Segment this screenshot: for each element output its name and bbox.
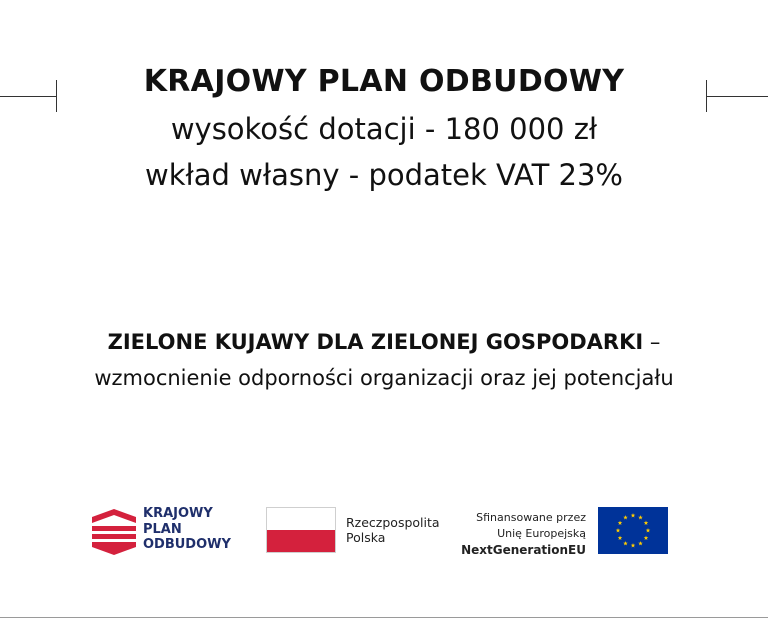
kpo-logo-mark [92, 509, 136, 555]
kpo-logo-line3: ODBUDOWY [143, 537, 231, 552]
rp-line2: Polska [346, 530, 386, 545]
kpo-logo-text [143, 506, 231, 553]
eu-logo-text [461, 510, 586, 558]
eu-line3: NextGenerationEU [461, 543, 586, 557]
eu-flag-icon [598, 507, 668, 554]
project-description: wzmocnienie odporności organizacji oraz jej potencjału [94, 366, 674, 390]
kpo-logo-line1: KRAJOWY [143, 506, 213, 521]
grant-amount-line: wysokość dotacji - 180 000 zł [170, 112, 598, 146]
program-title: KRAJOWY PLAN ODBUDOWY [143, 64, 625, 99]
project-name: ZIELONE KUJAWY DLA ZIELONEJ GOSPODARKI [107, 330, 644, 354]
bottom-divider [0, 617, 768, 618]
eu-line2: Unię Europejską [497, 527, 586, 540]
project-title [0, 330, 768, 354]
rp-logo-text [346, 515, 440, 545]
project-dash: – [643, 330, 661, 354]
polish-flag-icon [266, 507, 336, 553]
rp-line1: Rzeczpospolita [346, 515, 440, 530]
own-contribution-line: wkład własny - podatek VAT 23% [145, 158, 623, 192]
eu-line1: Sfinansowane przez [476, 511, 586, 524]
kpo-logo-line2: PLAN [143, 521, 182, 537]
